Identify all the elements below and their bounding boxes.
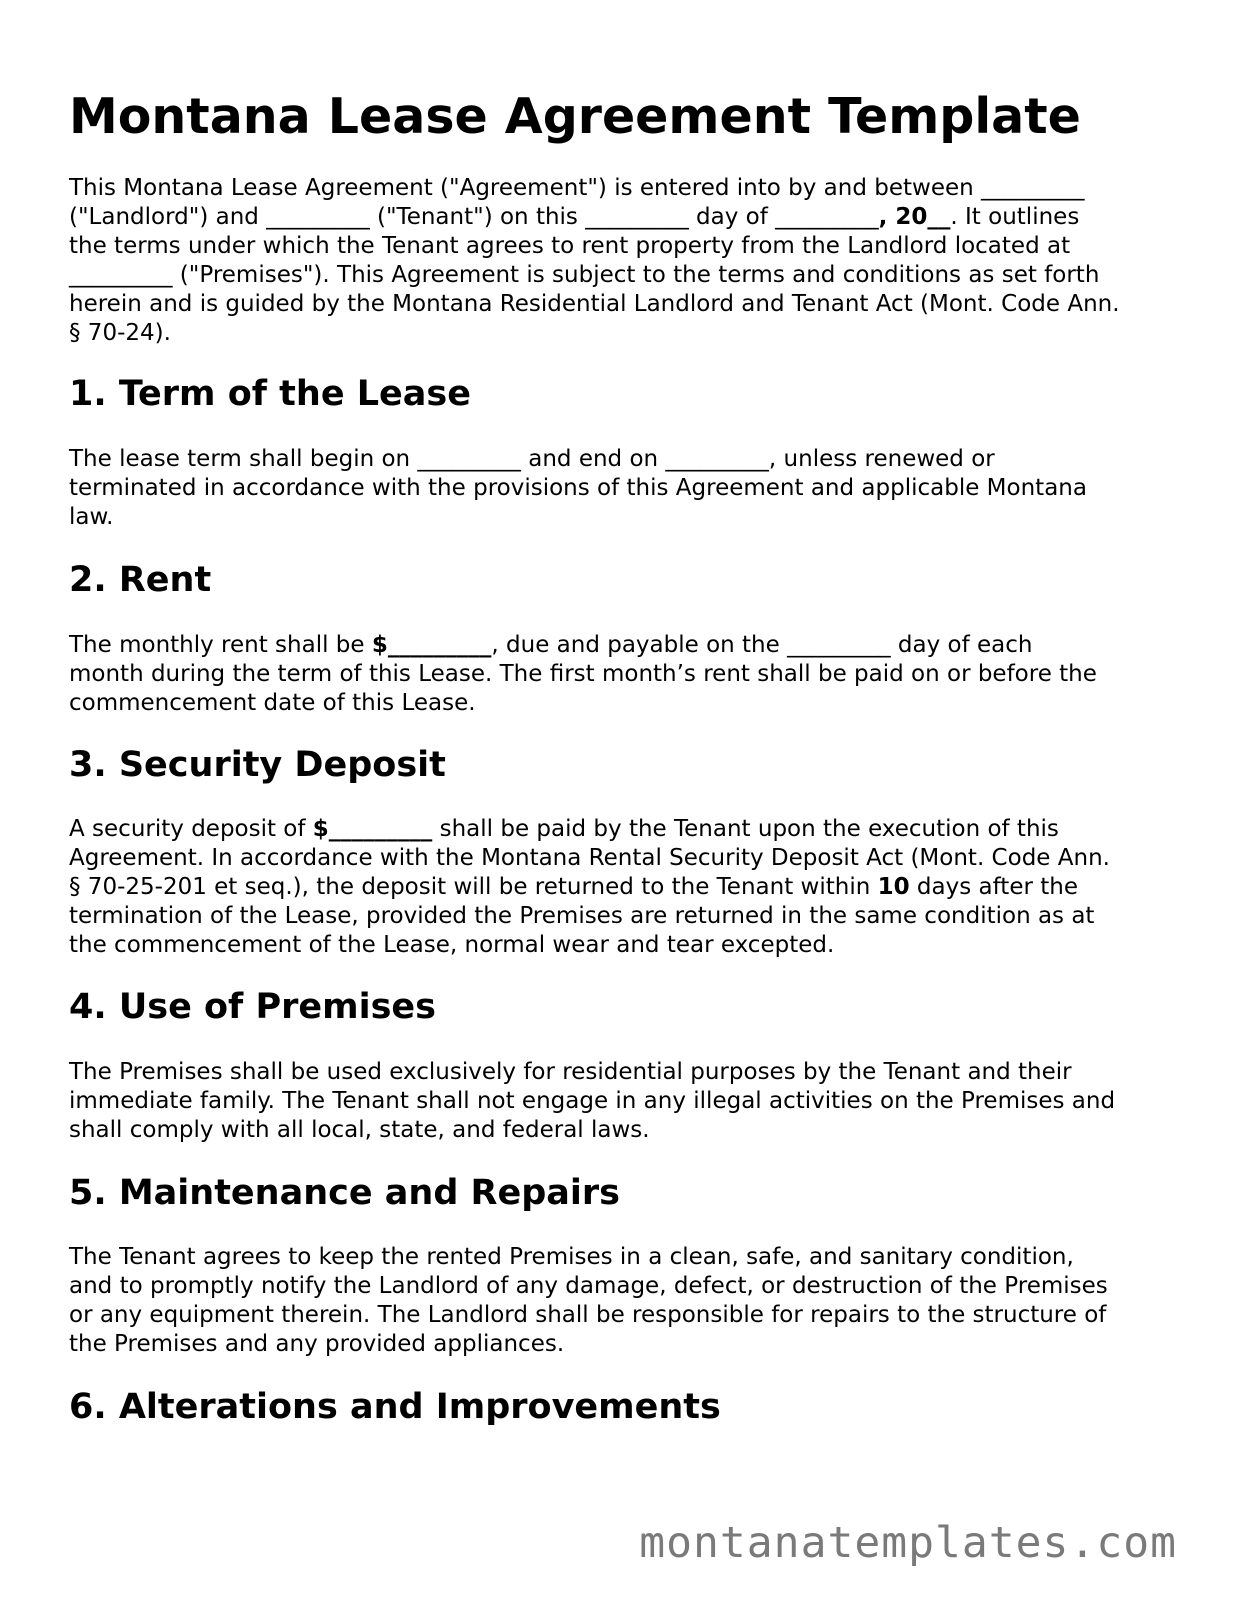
- paragraph-line: The Tenant agrees to keep the rented Premises in a clean, safe, and sanitary condition,: [69, 1244, 1074, 1270]
- section-security-deposit-paragraph: [69, 815, 1187, 960]
- paragraph-line: A security deposit of $_________ shall be paid by the Tenant upon the execution of this: [69, 816, 1059, 842]
- paragraph-line: terminated in accordance with the provisions of this Agreement and applicable Montana: [69, 475, 1087, 501]
- paragraph-line: the commencement of the Lease, normal wear and tear excepted.: [69, 932, 835, 958]
- paragraph-line: immediate family. The Tenant shall not engage in any illegal activities on the Premises and: [69, 1088, 1116, 1114]
- paragraph-line: or any equipment therein. The Landlord shall be responsible for repairs to the structure of: [69, 1302, 1107, 1328]
- section-heading-use-of-premises: 4. Use of Premises: [69, 987, 436, 1027]
- paragraph-line: The lease term shall begin on _________ and end on _________, unless renewed or: [69, 446, 995, 472]
- paragraph-line: Agreement. In accordance with the Montana Rental Security Deposit Act (Mont. Code Ann.: [69, 845, 1110, 871]
- paragraph-line: § 70-25-201 et seq.), the deposit will be returned to the Tenant within 10 days after the: [69, 874, 1078, 900]
- section-heading-security-deposit: 3. Security Deposit: [69, 745, 446, 785]
- paragraph-line: commencement date of this Lease.: [69, 690, 476, 716]
- site-watermark: montanatemplates.com: [639, 1518, 1177, 1568]
- paragraph-line: law.: [69, 504, 114, 530]
- section-rent-paragraph: [69, 631, 1187, 718]
- paragraph-line: The Premises shall be used exclusively for residential purposes by the Tenant and their: [69, 1059, 1072, 1085]
- paragraph-line: and to promptly notify the Landlord of any damage, defect, or destruction of the Premises: [69, 1273, 1108, 1299]
- intro-line: the terms under which the Tenant agrees to rent property from the Landlord located at: [69, 233, 1071, 259]
- paragraph-line: the Premises and any provided appliances.: [69, 1331, 565, 1357]
- section-term-paragraph: [69, 445, 1187, 532]
- intro-line: _________ ("Premises"). This Agreement is subject to the terms and conditions as set forth: [69, 262, 1100, 288]
- intro-line: ("Landlord") and _________ ("Tenant") on this _________ day of _________, 20__. It outlines: [69, 204, 1080, 230]
- intro-line: herein and is guided by the Montana Residential Landlord and Tenant Act (Mont. Code Ann.: [69, 291, 1120, 317]
- section-heading-rent: 2. Rent: [69, 560, 212, 600]
- paragraph-line: month during the term of this Lease. The first month’s rent shall be paid on or before the: [69, 661, 1097, 687]
- section-heading-maintenance: 5. Maintenance and Repairs: [69, 1173, 621, 1213]
- document-title: Montana Lease Agreement Template: [69, 88, 1081, 145]
- paragraph-line: termination of the Lease, provided the Premises are returned in the same condition as at: [69, 903, 1095, 929]
- section-heading-alterations: 6. Alterations and Improvements: [69, 1387, 721, 1427]
- paragraph-line: shall comply with all local, state, and federal laws.: [69, 1117, 650, 1143]
- intro-line: § 70-24).: [69, 320, 171, 346]
- section-heading-term: 1. Term of the Lease: [69, 374, 471, 414]
- section-use-of-premises-paragraph: [69, 1058, 1187, 1145]
- section-maintenance-paragraph: [69, 1243, 1187, 1359]
- paragraph-line: The monthly rent shall be $_________, due and payable on the _________ day of each: [69, 632, 1033, 658]
- intro-line: This Montana Lease Agreement ("Agreement") is entered into by and between _________: [69, 175, 1085, 201]
- intro-paragraph: [69, 174, 1187, 348]
